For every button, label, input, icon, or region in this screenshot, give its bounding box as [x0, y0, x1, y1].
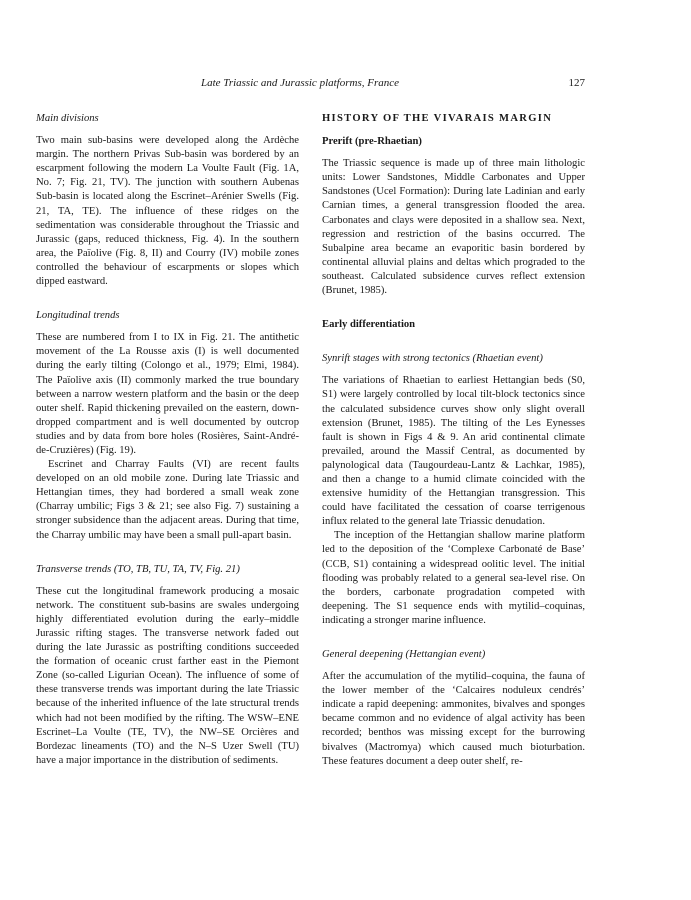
- transverse-trends-paragraph: These cut the longitudinal framework producing a mosaic network. The constituent sub-basins are swales undergoing highly differentiated evolution during the early–middle Jurassic rifting stages. The transverse network faded out during the late Jurassic as postrifting conditions succeeded the formation of oceanic crust farther east in the Piemont Zone (so-called Ligurian Ocean). The influence of some of these transverse trends was important during the late Triassic because of the inherited influence of the late structural trends which had not been modified by the rifting. The WSW–ENE Escrinet–La Voulte (TE, TV), the NW–SE Orcières and Bordezac lineaments (TO) and the N–S Uzer Swell (TU) have a major importance in the distribution of sediments.: [36, 585, 299, 766]
- running-title: Late Triassic and Jurassic platforms, France: [201, 77, 400, 89]
- page-header: [36, 77, 585, 93]
- page-number: 127: [568, 77, 585, 89]
- synrift-paragraph-1: The variations of Rhaetian to earliest Hettangian beds (S0, S1) were largely controlled by local tilt-block tectonics since the calculated subsidence curves show only slight overall extension (Brunet, 1985). The tilting of the Les Eynesses fault is shown in Figs 4 & 9. An arid continental climate prevailed, around the Massif Central, as documented by palynological data (Taugourdeau-Lantz & Lachkar, 1985), and then a change to a humid climate coincided with the extensive humidity of the Hettangian transgression. This could have facilitated the cessation of coarse terrigenous influx related to the general late Triassic denudation.: [322, 375, 585, 528]
- longitudinal-trends-paragraph-1: These are numbered from I to IX in Fig. 21. The antithetic movement of the La Rousse axis (I) is well documented during the early tilting (Colongo et al., 1979; Elmi, 1984). The Païolive axis (II) commonly marked the true boundary between a narrow western platform and the basin or the deep outer shelf. Rapid thickening prevailed on the eastern, down-dropped compartment and is well documented by outcrop studies and by data from bore holes (Rosières, Saint-André-de-Cruzières) (Fig. 19).: [36, 332, 299, 456]
- general-deepening-heading: General deepening (Hettangian event): [322, 649, 486, 660]
- prerift-heading: Prerift (pre-Rhaetian): [322, 136, 422, 148]
- synrift-heading: Synrift stages with strong tectonics (Rhaetian event): [322, 353, 543, 365]
- general-deepening-paragraph: After the accumulation of the mytilid–coquina, the fauna of the lower member of the ‘Calcaires noduleux cendrés’ indicate a rapid deepening: ammonites, bivalves and sponges became common and no evidence of algal activity has been recorded; benthos was missing except for the burrowing bivalves (Mactromya) which caused much bioturbation. These features document a deep outer shelf, re-: [322, 671, 585, 767]
- history-heading: HISTORY OF THE VIVARAIS MARGIN: [322, 113, 553, 124]
- left-column: [36, 112, 299, 768]
- synrift-paragraph-2: The inception of the Hettangian shallow marine platform led to the deposition of the ‘Complexe Carbonaté de Base’ (CCB, S1) containing a widespread oolitic level. The initial flooding was probably related to a general sea-level rise. On the borders, carbonate progradation competed with deepening. The S1 sequence ends with mytilid–coquinas, indicating a stronger marine influence.: [322, 530, 585, 626]
- prerift-paragraph: The Triassic sequence is made up of three main lithologic units: Lower Sandstones, Middle Carbonates and Upper Sandstones (Ucel Formation): During late Ladinian and early Carnian times, a general transgression flooded the area. Carbonates and clays were deposited in a shallow sea. Next, regression and restriction of the basins occurred. The Subalpine area became an evaporitic basin bordered by continental alluvial plains and deltas which prograded to the southeast. Calculated subsidence curves reflect extension (Brunet, 1985).: [322, 158, 585, 297]
- longitudinal-trends-heading: Longitudinal trends: [36, 310, 120, 322]
- main-divisions-paragraph: Two main sub-basins were developed along the Ardèche margin. The northern Privas Sub-basin was bordered by an escarpment following the modern La Voulte Fault (Fig. 1A, No. 7; Fig. 21, TV). The junction with southern Aubenas Sub-basin is located along the Escrinet–Arénier Swells (Fig. 21, TA, TE). The influence of these ridges on the sedimentation was considerable throughout the Triassic and Jurassic (gaps, reduced thickness, Fig. 4). In the southern area, the Païolive (Fig. 8, II) and Courry (IV) mobile zones controlled the behaviour of escarpments or slopes which dipped eastward.: [36, 135, 299, 288]
- transverse-trends-heading: Transverse trends (TO, TB, TU, TA, TV, Fig. 21): [36, 563, 240, 575]
- main-divisions-heading: Main divisions: [36, 113, 99, 124]
- early-differentiation-heading: Early differentiation: [322, 319, 416, 331]
- longitudinal-trends-paragraph-2: Escrinet and Charray Faults (VI) are recent faults developed on an old mobile zone. During late Triassic and Hettangian times, they had bordered a small weak zone (Charray umbilic; Figs 3 & 21; see also Fig. 7) sustaining a stronger subsidence than the adjacent areas. During that time, the Charray umbilic may have been a small pull-apart basin.: [36, 459, 299, 541]
- right-column: [322, 112, 585, 769]
